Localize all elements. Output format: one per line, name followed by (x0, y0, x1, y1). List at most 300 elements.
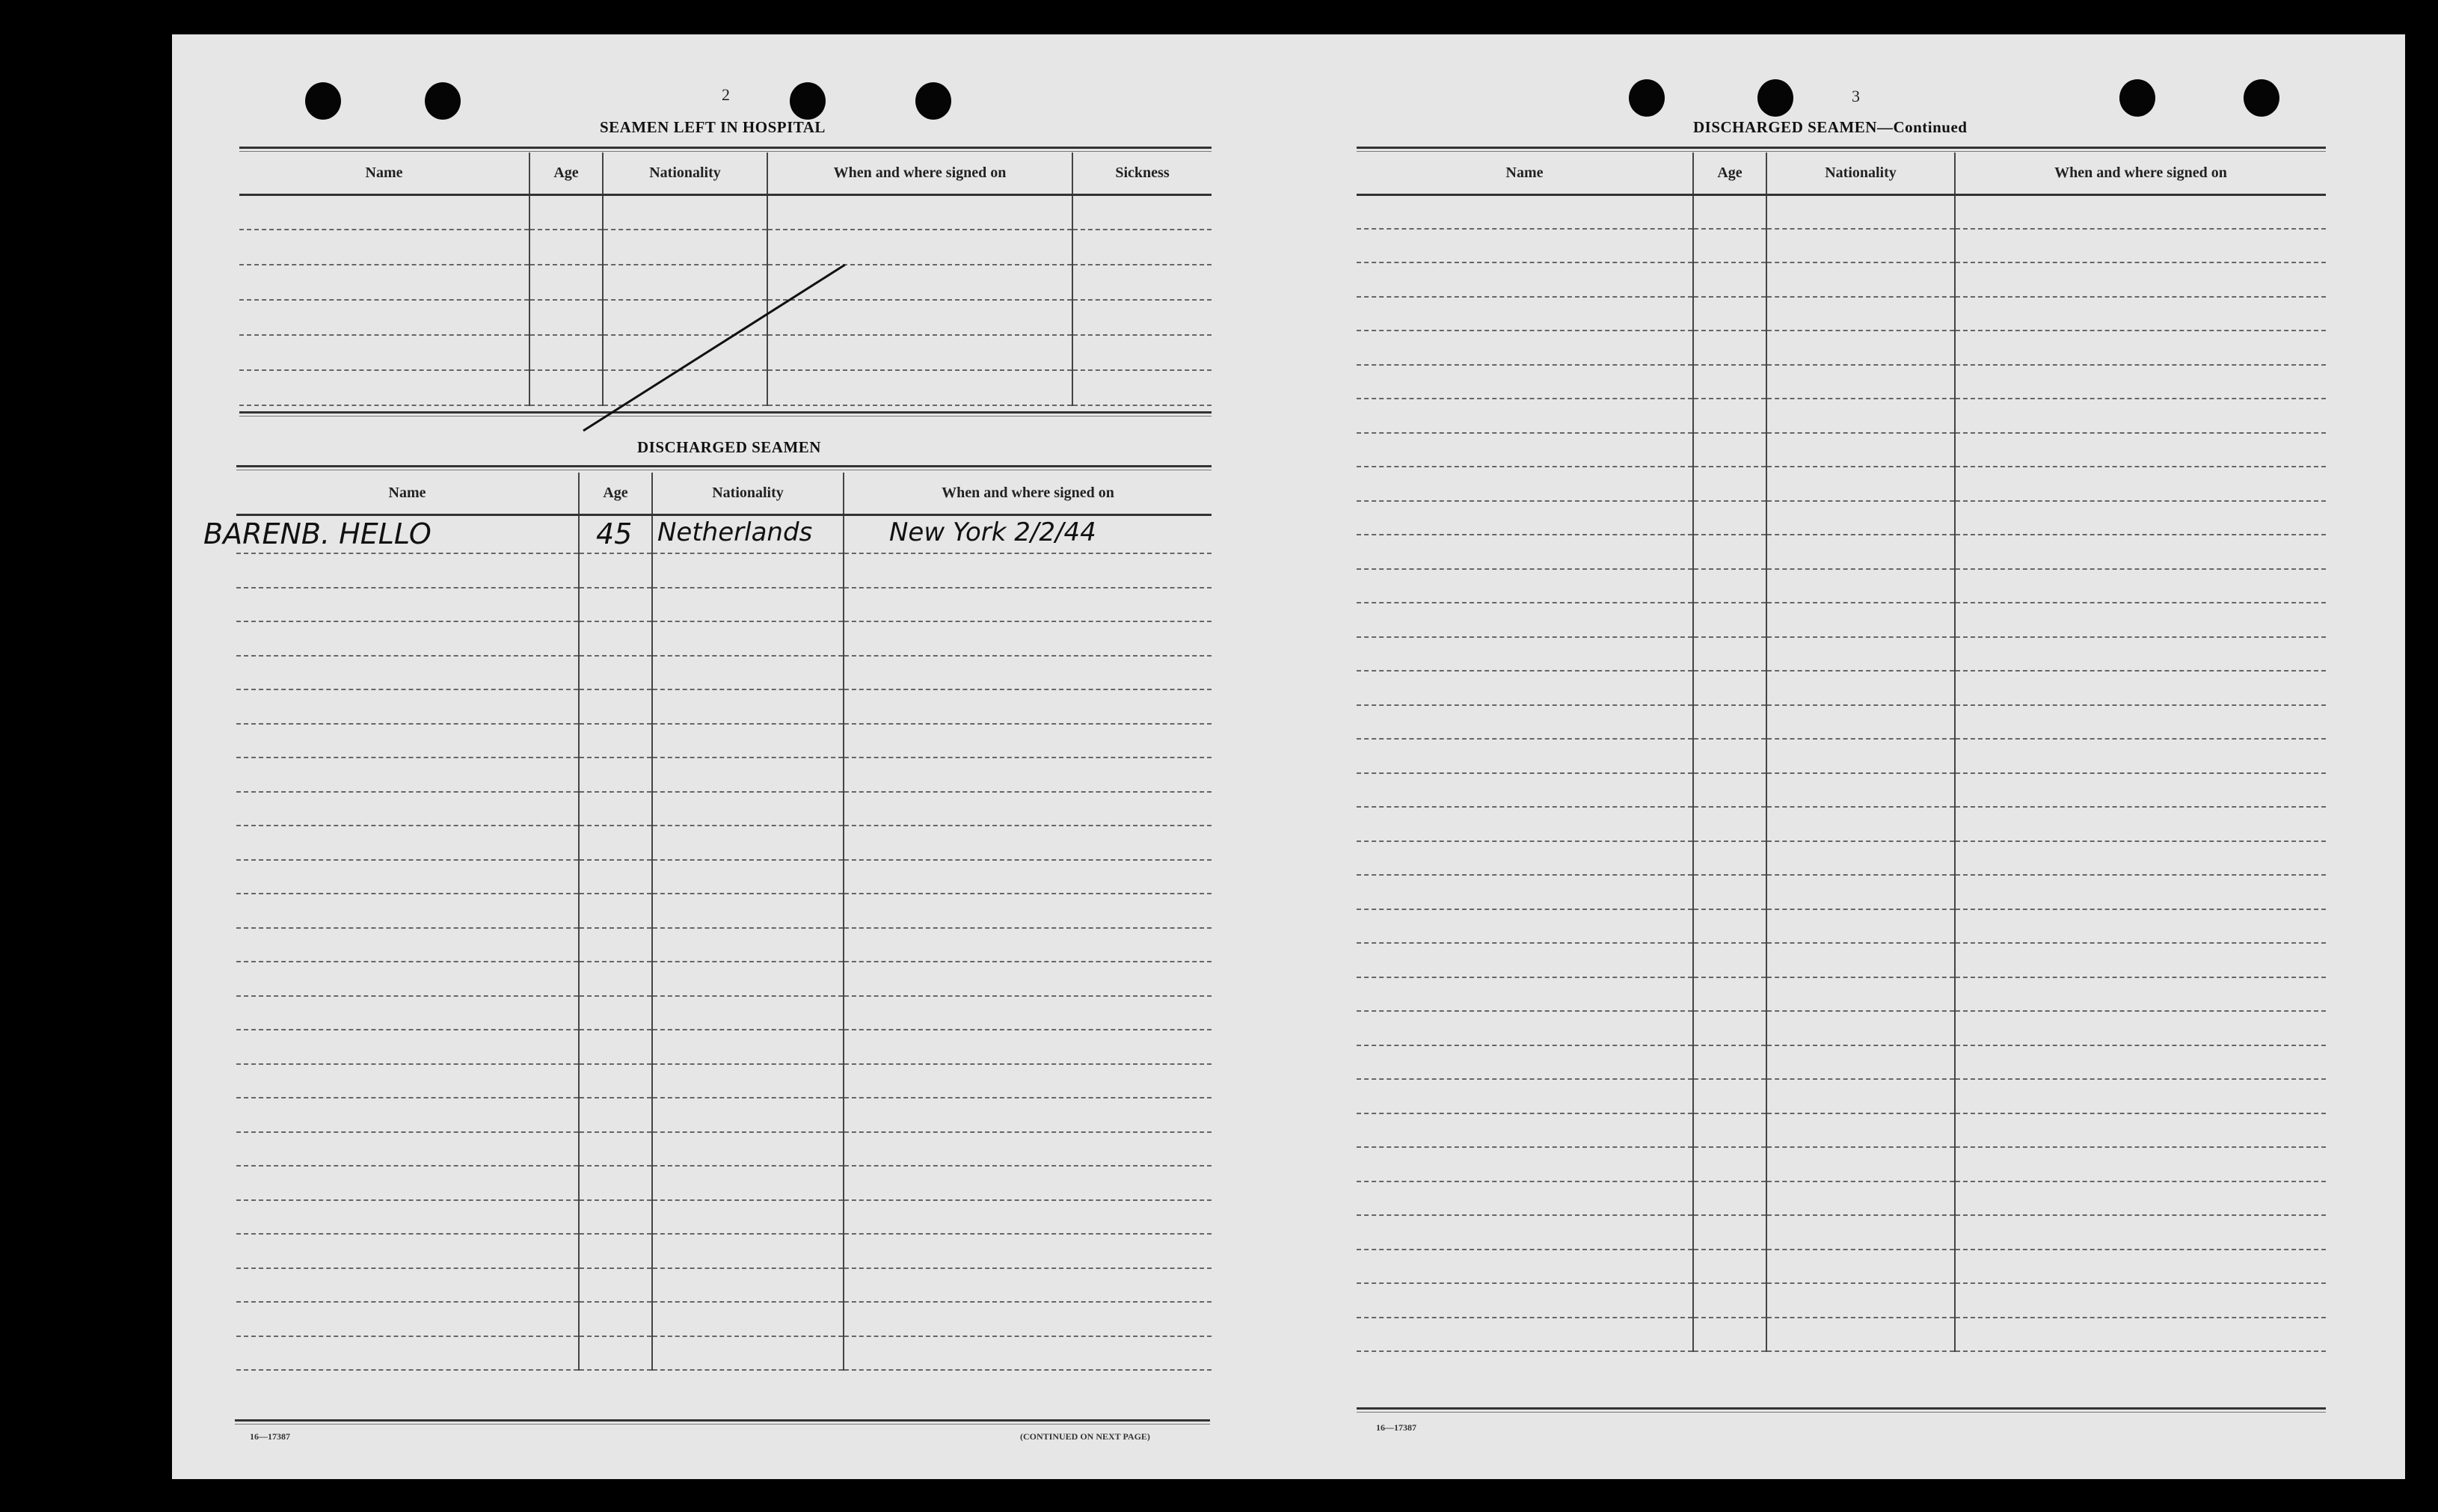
col-signed-on-header: When and where signed on (767, 153, 1072, 194)
blank-cell (1693, 535, 1766, 569)
page-number: 3 (1852, 87, 1860, 105)
blank-cell (844, 1064, 1212, 1098)
blank-cell (1357, 1215, 1693, 1250)
blank-cell (1766, 297, 1955, 331)
blank-cell (579, 1268, 652, 1303)
blank-cell (1766, 1283, 1955, 1318)
blank-cell (1072, 300, 1212, 335)
blank-cell (1357, 943, 1693, 977)
blank-cell (236, 656, 579, 690)
table-row (236, 621, 1212, 656)
blank-cell (1766, 977, 1955, 1012)
punch-hole (2119, 79, 2155, 117)
blank-cell (1693, 365, 1766, 399)
blank-cell (1955, 229, 2326, 263)
blank-cell (1955, 739, 2326, 773)
blank-cell (1357, 807, 1693, 841)
blank-cell (1357, 841, 1693, 876)
blank-cell (844, 621, 1212, 656)
blank-cell (1955, 603, 2326, 637)
blank-cell (1693, 739, 1766, 773)
blank-cell (1955, 297, 2326, 331)
blank-cell (1955, 909, 2326, 944)
blank-cell (579, 588, 652, 622)
table-row (1357, 807, 2326, 841)
blank-cell (1693, 671, 1766, 705)
left-page (172, 34, 1241, 1479)
blank-cell (1693, 331, 1766, 365)
handwritten-name: BARENB. HELLO (203, 517, 432, 550)
blank-cell (579, 1336, 652, 1371)
table-row (236, 514, 1212, 553)
blank-cell (236, 826, 579, 860)
table-row (1357, 1283, 2326, 1318)
blank-cell (236, 1166, 579, 1200)
blank-cell (652, 656, 844, 690)
blank-cell (1766, 909, 1955, 944)
blank-cell (236, 928, 579, 962)
blank-cell (1766, 1011, 1955, 1045)
table-row (1357, 977, 2326, 1012)
blank-cell (1357, 262, 1693, 297)
table-row (1357, 1079, 2326, 1113)
blank-cell (1955, 399, 2326, 433)
blank-cell (1766, 1215, 1955, 1250)
blank-cell (236, 724, 579, 758)
blank-cell (1693, 773, 1766, 808)
blank-cell (1766, 739, 1955, 773)
table-row (1357, 433, 2326, 467)
blank-cell (1955, 467, 2326, 501)
blank-cell (1955, 1181, 2326, 1216)
blank-cell (579, 1234, 652, 1268)
blank-cell (1357, 705, 1693, 740)
table-row (236, 1302, 1212, 1336)
blank-cell (236, 1234, 579, 1268)
blank-cell (579, 928, 652, 962)
bottom-rule (235, 1419, 1210, 1425)
blank-cell (1693, 875, 1766, 909)
table-row (236, 792, 1212, 826)
blank-cell (1693, 467, 1766, 501)
hospital-header-row (239, 153, 1212, 194)
blank-cell (1357, 399, 1693, 433)
blank-cell (236, 1336, 579, 1371)
blank-cell (1693, 569, 1766, 603)
top-rule (236, 465, 1212, 470)
blank-cell (652, 826, 844, 860)
blank-cell (652, 1302, 844, 1336)
continued-note: (CONTINUED ON NEXT PAGE) (1020, 1431, 1150, 1442)
blank-cell (844, 1200, 1212, 1235)
blank-cell (844, 792, 1212, 826)
blank-cell (1766, 705, 1955, 740)
blank-cell (844, 928, 1212, 962)
table-row (1357, 1215, 2326, 1250)
table-row (236, 1064, 1212, 1098)
blank-cell (1766, 569, 1955, 603)
table-row (236, 928, 1212, 962)
blank-cell (236, 1200, 579, 1235)
blank-cell (1766, 807, 1955, 841)
blank-cell (1766, 467, 1955, 501)
blank-cell (1955, 365, 2326, 399)
blank-cell (1357, 1079, 1693, 1113)
table-row (1357, 1045, 2326, 1080)
blank-cell (1357, 433, 1693, 467)
table-row (236, 553, 1212, 588)
table-row (1357, 399, 2326, 433)
blank-cell (1357, 1250, 1693, 1284)
blank-cell (579, 757, 652, 792)
blank-cell (652, 588, 844, 622)
blank-cell (1693, 262, 1766, 297)
blank-cell (652, 553, 844, 588)
col-sickness-header: Sickness (1072, 153, 1212, 194)
blank-cell (579, 1098, 652, 1132)
blank-cell (579, 894, 652, 928)
table-row (236, 588, 1212, 622)
blank-cell (1955, 1113, 2326, 1148)
blank-cell (1693, 399, 1766, 433)
blank-cell (1766, 331, 1955, 365)
blank-cell (1693, 943, 1766, 977)
blank-cell (1357, 739, 1693, 773)
blank-cell (239, 230, 529, 265)
blank-cell (236, 553, 579, 588)
blank-cell (1693, 1215, 1766, 1250)
blank-cell (1693, 909, 1766, 944)
age-cell (579, 514, 652, 553)
blank-cell (579, 1302, 652, 1336)
col-signed-on-header: When and where signed on (1955, 153, 2326, 194)
blank-cell (1955, 535, 2326, 569)
blank-cell (1693, 1011, 1766, 1045)
table-row (236, 1336, 1212, 1371)
blank-cell (844, 1098, 1212, 1132)
blank-cell (1693, 1250, 1766, 1284)
blank-cell (1766, 1181, 1955, 1216)
blank-cell (1357, 1113, 1693, 1148)
blank-cell (1357, 1181, 1693, 1216)
table-row (236, 1132, 1212, 1167)
handwritten-age: 45 (596, 517, 633, 550)
blank-cell (1072, 265, 1212, 300)
blank-cell (652, 1166, 844, 1200)
blank-cell (1357, 297, 1693, 331)
blank-cell (844, 689, 1212, 724)
blank-cell (1693, 705, 1766, 740)
blank-cell (1766, 773, 1955, 808)
blank-cell (236, 1132, 579, 1167)
blank-cell (579, 1064, 652, 1098)
blank-cell (1357, 331, 1693, 365)
blank-cell (579, 724, 652, 758)
table-row (1357, 501, 2326, 535)
blank-cell (844, 962, 1212, 996)
table-row (236, 689, 1212, 724)
blank-cell (844, 996, 1212, 1030)
blank-cell (1357, 909, 1693, 944)
table-row (1357, 1147, 2326, 1181)
blank-cell (1955, 977, 2326, 1012)
blank-cell (579, 621, 652, 656)
blank-cell (1357, 501, 1693, 535)
blank-cell (1766, 1250, 1955, 1284)
blank-cell (844, 894, 1212, 928)
blank-cell (652, 894, 844, 928)
blank-cell (844, 757, 1212, 792)
blank-cell (652, 1064, 844, 1098)
blank-cell (1955, 433, 2326, 467)
blank-cell (236, 860, 579, 894)
blank-cell (844, 1268, 1212, 1303)
blank-cell (236, 1268, 579, 1303)
blank-cell (1955, 1045, 2326, 1080)
col-nationality-header: Nationality (652, 473, 844, 514)
blank-cell (1766, 365, 1955, 399)
blank-cell (844, 724, 1212, 758)
blank-cell (1955, 875, 2326, 909)
blank-cell (236, 996, 579, 1030)
table-row (236, 826, 1212, 860)
blank-cell (236, 962, 579, 996)
col-name-header: Name (1357, 153, 1693, 194)
blank-cell (652, 1132, 844, 1167)
table-row (1357, 705, 2326, 740)
blank-cell (236, 1098, 579, 1132)
blank-cell (1766, 229, 1955, 263)
blank-cell (1955, 1215, 2326, 1250)
blank-cell (1693, 1283, 1766, 1318)
bottom-rule (1357, 1407, 2326, 1413)
blank-cell (1357, 1283, 1693, 1318)
blank-cell (844, 1302, 1212, 1336)
blank-cell (239, 335, 529, 370)
blank-cell (844, 1234, 1212, 1268)
blank-cell (844, 1030, 1212, 1064)
void-strike-line (576, 221, 875, 438)
table-row (1357, 1181, 2326, 1216)
blank-cell (579, 1166, 652, 1200)
blank-cell (1072, 335, 1212, 370)
blank-cell (652, 689, 844, 724)
blank-cell (1955, 501, 2326, 535)
col-signed-on-header: When and where signed on (844, 473, 1212, 514)
table-row (236, 1200, 1212, 1235)
blank-cell (1766, 637, 1955, 672)
table-row (236, 1234, 1212, 1268)
table-row (1357, 569, 2326, 603)
blank-cell (1693, 977, 1766, 1012)
blank-cell (579, 689, 652, 724)
col-nationality-header: Nationality (603, 153, 767, 194)
signed-on-cell (844, 514, 1212, 553)
discharged-table (203, 473, 1212, 1371)
blank-cell (1357, 229, 1693, 263)
continued-table (1357, 153, 2326, 1352)
punch-hole (1629, 79, 1665, 117)
blank-cell (1357, 194, 1693, 229)
blank-cell (1955, 637, 2326, 672)
blank-cell (236, 757, 579, 792)
blank-cell (1693, 637, 1766, 672)
blank-cell (1766, 875, 1955, 909)
blank-cell (236, 792, 579, 826)
table-row (1357, 875, 2326, 909)
blank-cell (1357, 671, 1693, 705)
blank-cell (652, 1336, 844, 1371)
blank-cell (652, 1030, 844, 1064)
blank-cell (239, 300, 529, 335)
blank-cell (652, 1098, 844, 1132)
blank-cell (236, 689, 579, 724)
table-row (1357, 603, 2326, 637)
blank-cell (236, 1030, 579, 1064)
blank-cell (1766, 671, 1955, 705)
blank-cell (1357, 1045, 1693, 1080)
blank-cell (1357, 1011, 1693, 1045)
blank-cell (1766, 433, 1955, 467)
blank-cell (652, 996, 844, 1030)
table-row (1357, 467, 2326, 501)
blank-cell (1766, 1045, 1955, 1080)
table-row (236, 860, 1212, 894)
table-row (1357, 297, 2326, 331)
hospital-section-title: SEAMEN LEFT IN HOSPITAL (600, 118, 826, 136)
blank-cell (1955, 943, 2326, 977)
form-number: 16—17387 (250, 1431, 290, 1442)
punch-hole (1757, 79, 1793, 117)
blank-cell (652, 1234, 844, 1268)
col-nationality-header: Nationality (1766, 153, 1955, 194)
blank-cell (1766, 399, 1955, 433)
blank-cell (844, 588, 1212, 622)
blank-cell (579, 860, 652, 894)
blank-cell (1766, 501, 1955, 535)
blank-cell (652, 724, 844, 758)
blank-cell (1766, 1113, 1955, 1148)
blank-cell (236, 1302, 579, 1336)
blank-cell (1693, 1045, 1766, 1080)
blank-cell (579, 826, 652, 860)
punch-hole (790, 82, 826, 120)
table-row (1357, 1318, 2326, 1352)
blank-cell (1766, 841, 1955, 876)
blank-cell (1357, 603, 1693, 637)
blank-cell (1357, 875, 1693, 909)
blank-cell (652, 792, 844, 826)
blank-cell (1693, 433, 1766, 467)
table-row (1357, 739, 2326, 773)
table-row (1357, 229, 2326, 263)
blank-cell (1357, 773, 1693, 808)
table-row (1357, 637, 2326, 672)
blank-cell (1693, 1318, 1766, 1352)
blank-cell (1766, 1318, 1955, 1352)
table-row (1357, 365, 2326, 399)
table-row (1357, 535, 2326, 569)
table-row (236, 1098, 1212, 1132)
blank-cell (1693, 807, 1766, 841)
blank-cell (652, 928, 844, 962)
blank-cell (1693, 603, 1766, 637)
discharged-header-row (236, 473, 1212, 514)
ledger-sheet (172, 34, 2405, 1479)
table-row (236, 962, 1212, 996)
table-row (236, 1166, 1212, 1200)
continued-section-title: DISCHARGED SEAMEN—Continued (1693, 118, 1968, 136)
blank-cell (1766, 603, 1955, 637)
blank-cell (652, 621, 844, 656)
blank-cell (1955, 1079, 2326, 1113)
table-row (236, 1268, 1212, 1303)
blank-cell (1693, 501, 1766, 535)
table-row (236, 894, 1212, 928)
table-row (1357, 909, 2326, 944)
blank-cell (844, 1336, 1212, 1371)
blank-cell (1357, 535, 1693, 569)
table-row (236, 996, 1212, 1030)
discharged-section-title: DISCHARGED SEAMEN (637, 438, 821, 456)
table-row (236, 1030, 1212, 1064)
blank-cell (1357, 467, 1693, 501)
blank-cell (236, 621, 579, 656)
table-row (1357, 1113, 2326, 1148)
blank-cell (1357, 1147, 1693, 1181)
blank-cell (579, 792, 652, 826)
blank-cell (844, 553, 1212, 588)
blank-cell (1357, 569, 1693, 603)
blank-cell (1693, 1181, 1766, 1216)
right-page (1324, 34, 2405, 1479)
blank-cell (1955, 671, 2326, 705)
blank-cell (239, 194, 529, 230)
blank-cell (844, 1132, 1212, 1167)
table-row (1357, 773, 2326, 808)
blank-cell (236, 588, 579, 622)
col-age-header: Age (579, 473, 652, 514)
blank-cell (1955, 1147, 2326, 1181)
blank-cell (239, 265, 529, 300)
blank-cell (236, 894, 579, 928)
handwritten-signed-on: New York 2/2/44 (889, 517, 1096, 547)
top-rule (239, 147, 1212, 152)
blank-cell (579, 1132, 652, 1167)
table-row (1357, 943, 2326, 977)
blank-cell (844, 860, 1212, 894)
blank-cell (1955, 841, 2326, 876)
form-number: 16—17387 (1376, 1422, 1416, 1433)
blank-cell (1357, 977, 1693, 1012)
table-row (1357, 841, 2326, 876)
punch-hole (425, 82, 461, 120)
col-name-header: Name (236, 473, 579, 514)
blank-cell (652, 757, 844, 792)
table-row (1357, 671, 2326, 705)
table-row (1357, 1011, 2326, 1045)
blank-cell (844, 1166, 1212, 1200)
blank-cell (1955, 262, 2326, 297)
blank-cell (1072, 370, 1212, 405)
blank-cell (579, 656, 652, 690)
punch-hole (915, 82, 951, 120)
blank-cell (1693, 1079, 1766, 1113)
blank-cell (239, 370, 529, 405)
top-rule (1357, 147, 2326, 152)
blank-cell (236, 1064, 579, 1098)
blank-cell (1766, 535, 1955, 569)
